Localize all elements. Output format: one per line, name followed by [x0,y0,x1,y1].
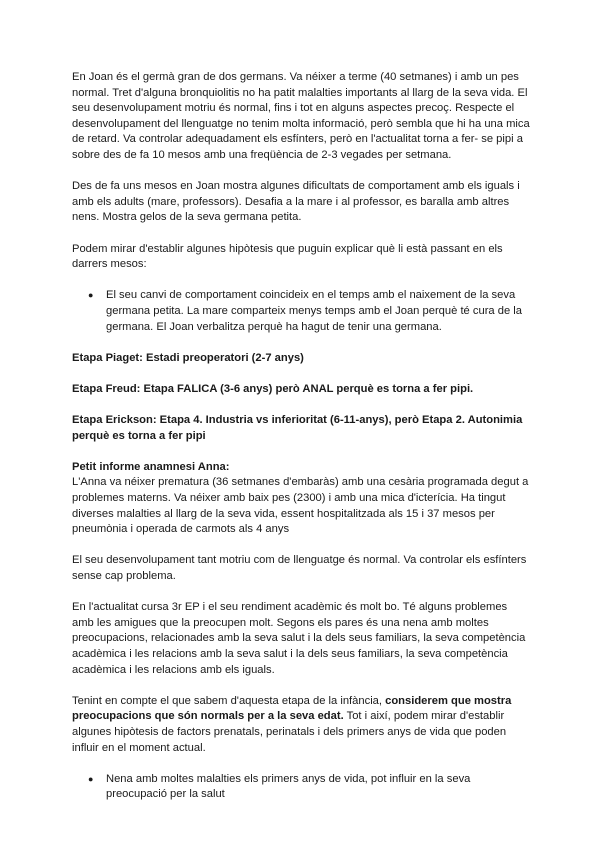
paragraph-hypotheses-intro: Podem mirar d'establir algunes hipòtesis que puguin explicar què li està passant en els darrers mesos: [72,242,503,271]
conclusion-text-start: Tenint en compte el que sabem d'aquesta etapa de la infància, [72,694,386,707]
heading-erickson: Etapa Erickson: Etapa 4. Industria vs inferioritat (6-11-anys), però Etapa 2. Autonimia perquè es torna a fer pipi [72,414,523,442]
list-item: ● El seu canvi de comportament coincideix en el temps amb el naixement de la seva germana petita. La mare comparteix menys temps amb el Joan perquè té cura de la germana. El Joan verbalitza perquè ha hagut de tenir una germana. [72,288,530,335]
paragraph-anna-development: El seu desenvolupament tant motriu com de llenguatge és normal. Va controlar els esfínters sense cap problema. [72,554,527,582]
heading-piaget: Etapa Piaget: Estadi preoperatori (2-7 anys) [72,351,304,364]
conclusion-text-bold: considerem que mostra preocupacions que són normals per a la seva edat. [72,694,512,723]
heading-anna-report: Petit informe anamnesi Anna: [72,460,230,473]
conclusion-text-end: Tot i així, podem mirar d'establir algunes hipòtesis de factors prenatals, perinatals i dels primers anys de vida que poden influir en el moment actual. [72,710,507,754]
anna-hypotheses-list [72,772,530,803]
paragraph-anna-current: En l'actualitat cursa 3r EP i el seu rendiment acadèmic és molt bo. Té alguns problemes amb les amigues que la preocupen molt. Segons els pares és una nena amb moltes preocupacions, relacionades amb la seva salut i la dels seus familiars, la seva competència acadèmica i les relacions amb la seva salut i la dels seus familiars, la seva competència acadèmica i les relacions amb els iguals. [72,601,526,676]
list-item: ● Nena amb moltes malalties els primers anys de vida, pot influir en la seva preocupació per la salut [72,772,530,803]
heading-freud: Etapa Freud: Etapa FALICA (3-6 anys) però ANAL perquè es torna a fer pipi. [72,382,474,395]
paragraph-joan-behaviour: Des de fa uns mesos en Joan mostra algunes dificultats de comportament amb els iguals i amb els adults (mare, professors). Desafia a la mare i al professor, es baralla amb altres nens. Mostra gelos de la seva germana petita. [72,180,520,224]
paragraph-anna-conclusion [72,694,530,756]
paragraph-anna-birth: L'Anna va néixer prematura (36 setmanes d'embaràs) amb una cesària programada degut a problemes materns. Va néixer amb baix pes (2300) i amb una mica d'icterícia. Ha tingut diverses malalties al llarg de la seva vida, essent hospitalitzada als 15 i 37 mesos per pneumònia i operada de carmots als 4 anys [72,476,529,536]
paragraph-joan-intro: En Joan és el germà gran de dos germans. Va néixer a terme (40 setmanes) i amb un pes normal. Tret d'alguna bronquiolitis no ha patit malalties importants al llarg de la seva vida. El seu desenvolupament motriu és normal, fins i tot en alguns aspectes precoç. Respecte el desenvolupament del llenguatge no tenim molta informació, però sembla que hi ha una mica de retard. Va controlar adequadament els esfínters, però en l'actualitat torna a fer- se pipi a sobre des de fa 10 mesos amb una freqüència de 2-3 vegades per setmana. [72,71,530,161]
joan-hypotheses-list [72,288,530,335]
